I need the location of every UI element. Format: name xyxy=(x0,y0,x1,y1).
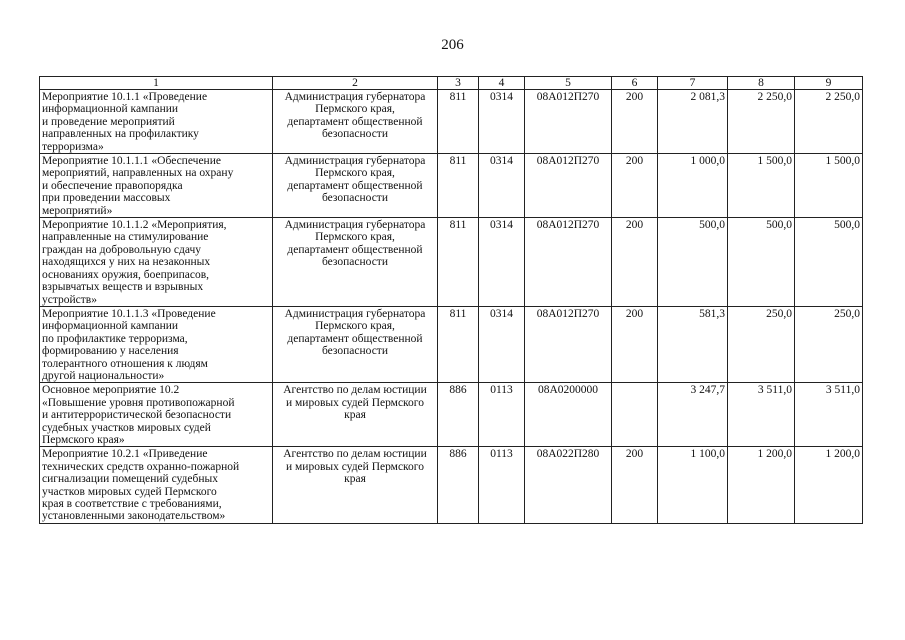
header-cell: 2 xyxy=(273,77,438,90)
amount-col7: 3 247,7 xyxy=(658,383,728,447)
amount-col9: 1 200,0 xyxy=(795,447,863,523)
measure-description: Мероприятие 10.2.1 «Приведение технических средств охранно-пожарной сигнализации помещений судебных участков мировых судей Пермского края в соответствие с требованиями, установленными законодательством» xyxy=(40,447,273,523)
target-article-code: 08А0200000 xyxy=(525,383,612,447)
section-code: 0314 xyxy=(479,154,525,218)
target-article-code: 08А012П270 xyxy=(525,154,612,218)
amount-col7: 500,0 xyxy=(658,218,728,307)
expense-type-code: 200 xyxy=(612,218,658,307)
measure-description: Мероприятие 10.1.1.1 «Обеспечение мероприятий, направленных на охрану и обеспечение правопорядка при проведении массовых мероприятий» xyxy=(40,154,273,218)
page-number: 206 xyxy=(441,37,464,53)
amount-col7: 1 000,0 xyxy=(658,154,728,218)
measure-description: Мероприятие 10.1.1.3 «Проведение информационной кампании по профилактике терроризма, формированию у населения толерантного отношения к людям другой национальности» xyxy=(40,306,273,382)
amount-col7: 2 081,3 xyxy=(658,90,728,154)
table-row xyxy=(40,90,863,154)
responsible-organization: Администрация губернатора Пермского края, департамент общественной безопасности xyxy=(273,218,438,307)
amount-col8: 500,0 xyxy=(728,218,795,307)
amount-col9: 500,0 xyxy=(795,218,863,307)
responsible-organization: Агентство по делам юстиции и мировых судей Пермского края xyxy=(273,383,438,447)
ministry-code: 811 xyxy=(438,90,479,154)
expense-type-code: 200 xyxy=(612,90,658,154)
expense-type-code: 200 xyxy=(612,306,658,382)
header-cell: 8 xyxy=(728,77,795,90)
section-code: 0113 xyxy=(479,383,525,447)
responsible-organization: Администрация губернатора Пермского края, департамент общественной безопасности xyxy=(273,306,438,382)
table-row xyxy=(40,306,863,382)
table-row xyxy=(40,218,863,307)
target-article-code: 08А022П280 xyxy=(525,447,612,523)
header-cell: 5 xyxy=(525,77,612,90)
amount-col8: 2 250,0 xyxy=(728,90,795,154)
ministry-code: 811 xyxy=(438,306,479,382)
expense-type-code xyxy=(612,383,658,447)
responsible-organization: Агентство по делам юстиции и мировых судей Пермского края xyxy=(273,447,438,523)
ministry-code: 811 xyxy=(438,218,479,307)
amount-col7: 1 100,0 xyxy=(658,447,728,523)
header-row xyxy=(40,77,863,90)
amount-col7: 581,3 xyxy=(658,306,728,382)
section-code: 0314 xyxy=(479,306,525,382)
amount-col8: 1 500,0 xyxy=(728,154,795,218)
target-article-code: 08А012П270 xyxy=(525,218,612,307)
header-cell: 9 xyxy=(795,77,863,90)
responsible-organization: Администрация губернатора Пермского края, департамент общественной безопасности xyxy=(273,90,438,154)
target-article-code: 08А012П270 xyxy=(525,90,612,154)
amount-col8: 250,0 xyxy=(728,306,795,382)
target-article-code: 08А012П270 xyxy=(525,306,612,382)
header-cell: 6 xyxy=(612,77,658,90)
table-row xyxy=(40,154,863,218)
amount-col8: 3 511,0 xyxy=(728,383,795,447)
section-code: 0314 xyxy=(479,90,525,154)
header-cell: 1 xyxy=(40,77,273,90)
budget-table xyxy=(39,76,863,524)
ministry-code: 886 xyxy=(438,383,479,447)
table-row xyxy=(40,383,863,447)
table-row xyxy=(40,447,863,523)
amount-col9: 250,0 xyxy=(795,306,863,382)
section-code: 0113 xyxy=(479,447,525,523)
measure-description: Основное мероприятие 10.2 «Повышение уровня противопожарной и антитеррористической безопасности судебных участков мировых судей Пермского края» xyxy=(40,383,273,447)
expense-type-code: 200 xyxy=(612,154,658,218)
amount-col9: 2 250,0 xyxy=(795,90,863,154)
measure-description: Мероприятие 10.1.1 «Проведение информационной кампании и проведение мероприятий направленных на профилактику терроризма» xyxy=(40,90,273,154)
amount-col9: 3 511,0 xyxy=(795,383,863,447)
section-code: 0314 xyxy=(479,218,525,307)
header-cell: 4 xyxy=(479,77,525,90)
amount-col9: 1 500,0 xyxy=(795,154,863,218)
amount-col8: 1 200,0 xyxy=(728,447,795,523)
responsible-organization: Администрация губернатора Пермского края, департамент общественной безопасности xyxy=(273,154,438,218)
header-cell: 3 xyxy=(438,77,479,90)
measure-description: Мероприятие 10.1.1.2 «Мероприятия, направленные на стимулирование граждан на добровольную сдачу находящихся у них на незаконных основаниях оружия, боеприпасов, взрывчатых веществ и взрывных устройств» xyxy=(40,218,273,307)
ministry-code: 811 xyxy=(438,154,479,218)
ministry-code: 886 xyxy=(438,447,479,523)
header-cell: 7 xyxy=(658,77,728,90)
expense-type-code: 200 xyxy=(612,447,658,523)
